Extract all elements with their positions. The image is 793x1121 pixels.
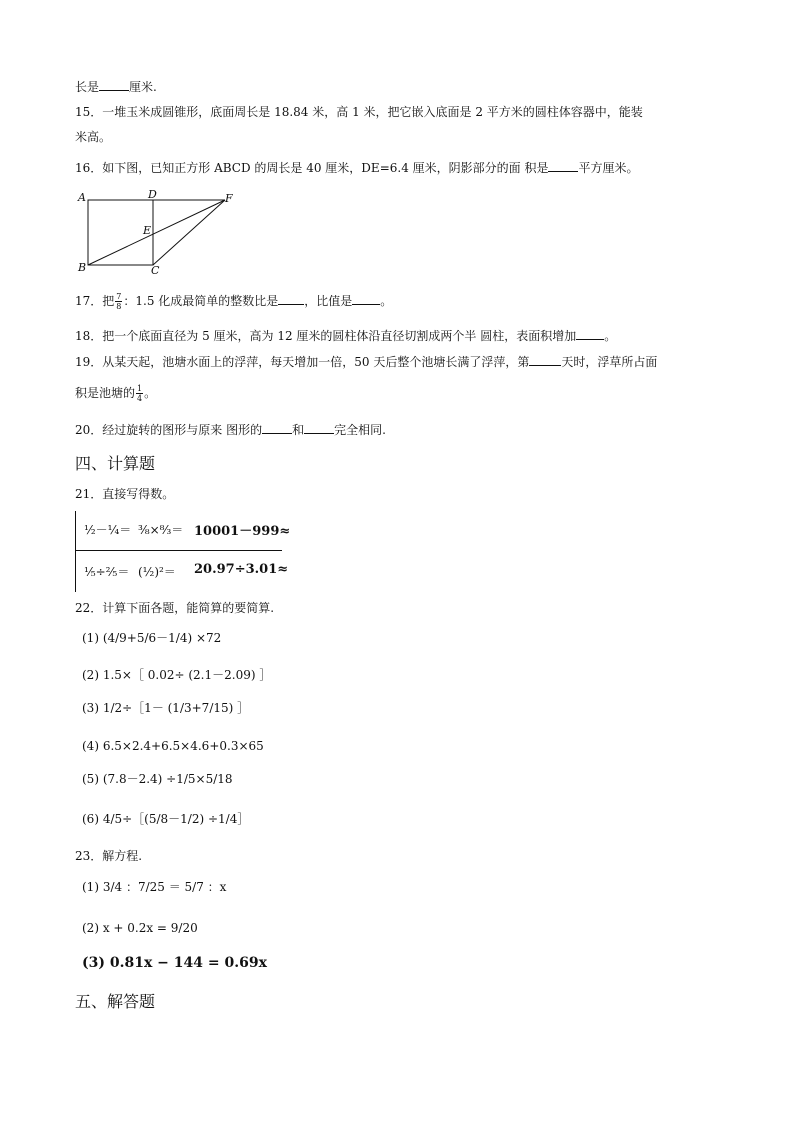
q22-item-5: (5) (7.8－2.4) ÷1/5×5/18 bbox=[82, 772, 233, 786]
q22-item-6: (6) 4/5÷［(5/8－1/2) ÷1/4］ bbox=[82, 812, 250, 826]
table-divider bbox=[76, 550, 282, 551]
q19-text-c: 积是池塘的 bbox=[75, 386, 136, 400]
label-e: E bbox=[143, 224, 152, 237]
q22-item-1: (1) (4/9+5/6－1/4) ×72 bbox=[82, 631, 222, 645]
q17-text-d: 。 bbox=[380, 294, 393, 308]
q18-text-a: 18．把一个底面直径为 5 厘米，高为 12 厘米的圆柱体沿直径切割成两个半 圆柱，表面积增加 bbox=[75, 329, 577, 343]
q14-tail bbox=[75, 78, 157, 95]
q18-text-b: 。 bbox=[604, 329, 617, 343]
q19-text-a: 19．从某天起，池塘水面上的浮萍，每天增加一倍，50 天后整个池塘长满了浮萍，第 bbox=[75, 355, 530, 369]
q17-text-a: 17．把 bbox=[75, 294, 115, 308]
section-five-title: 五、解答题 bbox=[75, 992, 156, 1011]
q20-text-a: 20．经过旋转的图形与原来 图形的 bbox=[75, 423, 263, 437]
q20-blank-1[interactable] bbox=[262, 421, 292, 434]
q21-cell-1: ½－¼＝ bbox=[84, 523, 132, 537]
q19-text-d: 。 bbox=[144, 386, 157, 400]
fraction-seven-eighths: $\frac{7}{8}$ bbox=[116, 292, 122, 311]
q22-title: 22．计算下面各题，能简算的要简算. bbox=[75, 601, 275, 615]
q15-line-2: 米高。 bbox=[75, 130, 112, 144]
q21-cell-5: (½)²＝ bbox=[138, 565, 176, 579]
fraction-one-fourth: $\frac{1}{4}$ bbox=[137, 384, 143, 403]
q23-item-3: (3) 0.81x − 144 = 0.69x bbox=[82, 955, 267, 971]
q17-line bbox=[75, 292, 392, 311]
q19-text-b: 天时，浮草所占面 bbox=[561, 355, 658, 369]
label-c: C bbox=[151, 264, 160, 277]
q22-item-2: (2) 1.5×［ 0.02÷ (2.1－2.09) ］ bbox=[82, 668, 272, 682]
q21-table bbox=[75, 511, 291, 592]
q23-title: 23．解方程. bbox=[75, 849, 143, 863]
q19-line-2 bbox=[75, 384, 156, 403]
q18-line bbox=[75, 327, 616, 344]
q19-line-1 bbox=[75, 353, 657, 370]
q16-line bbox=[75, 159, 638, 176]
q17-blank-2[interactable] bbox=[352, 292, 380, 305]
q14-text-a: 长是 bbox=[75, 80, 100, 94]
segment-cf bbox=[153, 200, 225, 265]
q17-text-c: ，比值是 bbox=[304, 294, 353, 308]
segment-bf bbox=[88, 200, 225, 265]
label-b: B bbox=[78, 261, 87, 274]
label-d: D bbox=[148, 188, 157, 201]
q17-blank-1[interactable] bbox=[278, 292, 304, 305]
q17-text-b: ：1.5 化成最简单的整数比是 bbox=[123, 294, 279, 308]
q21-cell-2: ⅜×⁸⁄₃＝ bbox=[138, 523, 184, 537]
q14-text-b: 厘米. bbox=[129, 80, 157, 94]
q20-text-b: 和 bbox=[292, 423, 305, 437]
q21-cell-6: 20.97÷3.01≈ bbox=[194, 562, 289, 577]
q15-line-1: 15．一堆玉米成圆锥形，底面周长是 18.84 米，高 1 米，把它嵌入底面是 2 平方米的圆柱体容器中，能装 bbox=[75, 105, 643, 119]
q16-blank[interactable] bbox=[548, 159, 578, 172]
q16-text-a: 16．如下图，已知正方形 ABCD 的周长是 40 厘米，DE=6.4 厘米，阴影部分的面 积是 bbox=[75, 161, 549, 175]
q23-item-1: (1) 3/4 ：7/25 ＝ 5/7 ：x bbox=[82, 880, 227, 894]
q16-text-b: 平方厘米。 bbox=[578, 161, 639, 175]
label-f: F bbox=[225, 192, 233, 205]
section-four-title: 四、计算题 bbox=[75, 454, 156, 473]
q14-blank[interactable] bbox=[99, 78, 129, 91]
q20-line bbox=[75, 421, 386, 438]
q18-blank[interactable] bbox=[576, 327, 604, 340]
q20-blank-2[interactable] bbox=[304, 421, 334, 434]
q21-cell-4: ⅕÷⅖＝ bbox=[84, 565, 130, 579]
square-figure bbox=[75, 188, 245, 278]
q22-item-4: (4) 6.5×2.4+6.5×4.6+0.3×65 bbox=[82, 739, 264, 753]
q23-item-2: (2) x + 0.2x = 9/20 bbox=[82, 921, 198, 935]
q20-text-c: 完全相同. bbox=[334, 423, 386, 437]
q21-title: 21．直接写得数。 bbox=[75, 487, 175, 501]
q21-cell-3: 10001－999≈ bbox=[194, 524, 291, 539]
q19-blank[interactable] bbox=[529, 353, 561, 366]
label-a: A bbox=[78, 191, 86, 204]
q22-item-3: (3) 1/2÷［1－ (1/3+7/15) ］ bbox=[82, 701, 250, 715]
